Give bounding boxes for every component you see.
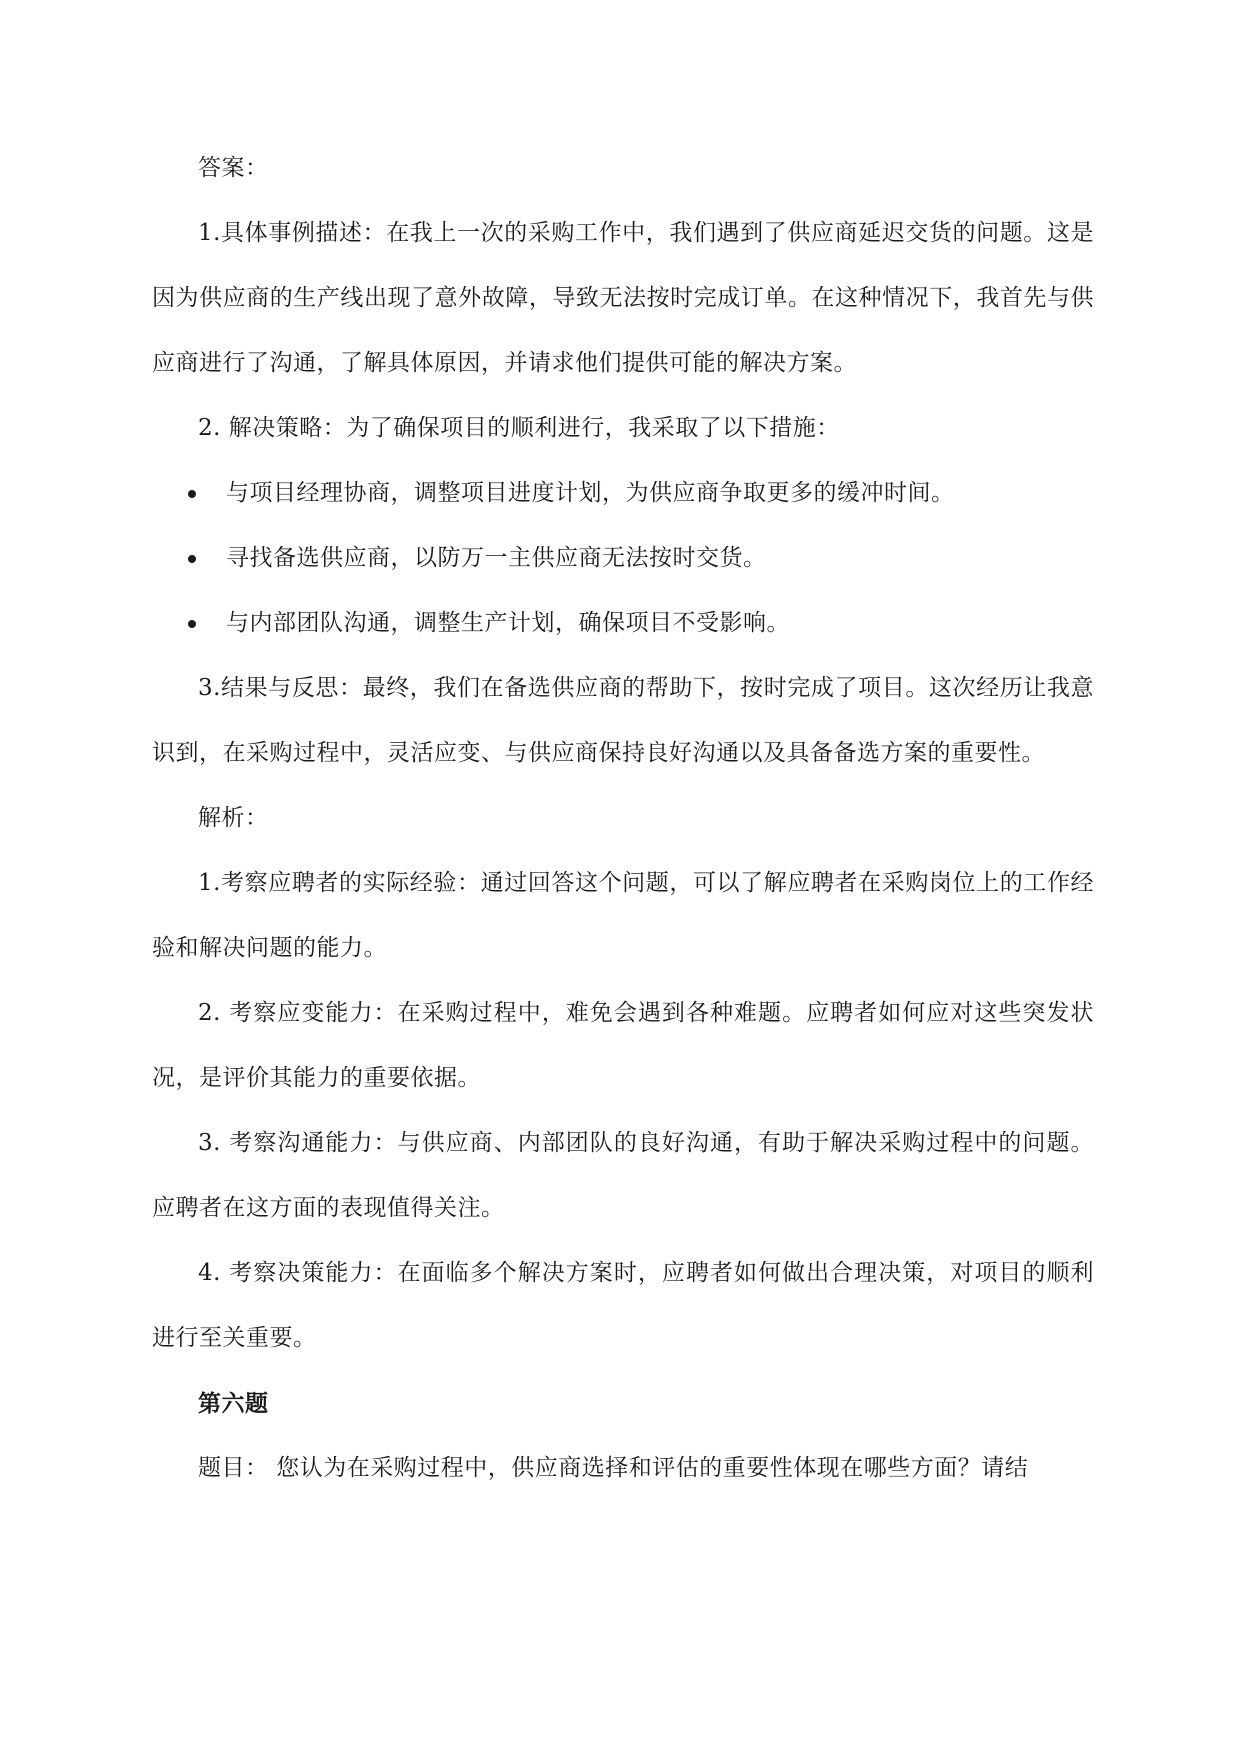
bullet-icon: [188, 555, 196, 563]
document-page: [152, 136, 1094, 1501]
list-item: [152, 526, 1094, 591]
list-item-text: 寻找备选供应商，以防万一主供应商无法按时交货。: [226, 545, 767, 571]
answer-point-2: 2. 解决策略：为了确保项目的顺利进行，我采取了以下措施：: [198, 415, 840, 441]
strategy-list: [152, 461, 1094, 656]
question-heading: 第六题: [198, 1390, 269, 1417]
analysis-point-1: 1.考察应聘者的实际经验：通过回答这个问题，可以了解应聘者在采购岗位上的工作经验和解决问题的能力。: [152, 870, 1094, 961]
bullet-icon: [188, 620, 196, 628]
list-item: [152, 461, 1094, 526]
analysis-point-2: 2. 考察应变能力：在采购过程中，难免会遇到各种难题。应聘者如何应对这些突发状况，是评价其能力的重要依据。: [152, 1000, 1094, 1091]
list-item-text: 与内部团队沟通，调整生产计划，确保项目不受影响。: [226, 610, 790, 636]
analysis-point-3: 3. 考察沟通能力：与供应商、内部团队的良好沟通，有助于解决采购过程中的问题。应聘者在这方面的表现值得关注。: [152, 1130, 1094, 1221]
answer-point-1: 1.具体事例描述：在我上一次的采购工作中，我们遇到了供应商延迟交货的问题。这是因为供应商的生产线出现了意外故障，导致无法按时完成订单。在这种情况下，我首先与供应商进行了沟通，了解具体原因，并请求他们提供可能的解决方案。: [152, 220, 1094, 376]
answer-label: 答案：: [198, 155, 269, 181]
answer-point-3: 3.结果与反思：最终，我们在备选供应商的帮助下，按时完成了项目。这次经历让我意识到，在采购过程中，灵活应变、与供应商保持良好沟通以及具备备选方案的重要性。: [152, 675, 1094, 766]
list-item: [152, 591, 1094, 656]
question-text: 题目： 您认为在采购过程中，供应商选择和评估的重要性体现在哪些方面？请结: [198, 1455, 1029, 1481]
list-item-text: 与项目经理协商，调整项目进度计划，为供应商争取更多的缓冲时间。: [226, 480, 955, 506]
bullet-icon: [188, 490, 196, 498]
analysis-point-4: 4. 考察决策能力：在面临多个解决方案时，应聘者如何做出合理决策，对项目的顺利进行至关重要。: [152, 1260, 1094, 1351]
analysis-label: 解析：: [198, 805, 269, 831]
